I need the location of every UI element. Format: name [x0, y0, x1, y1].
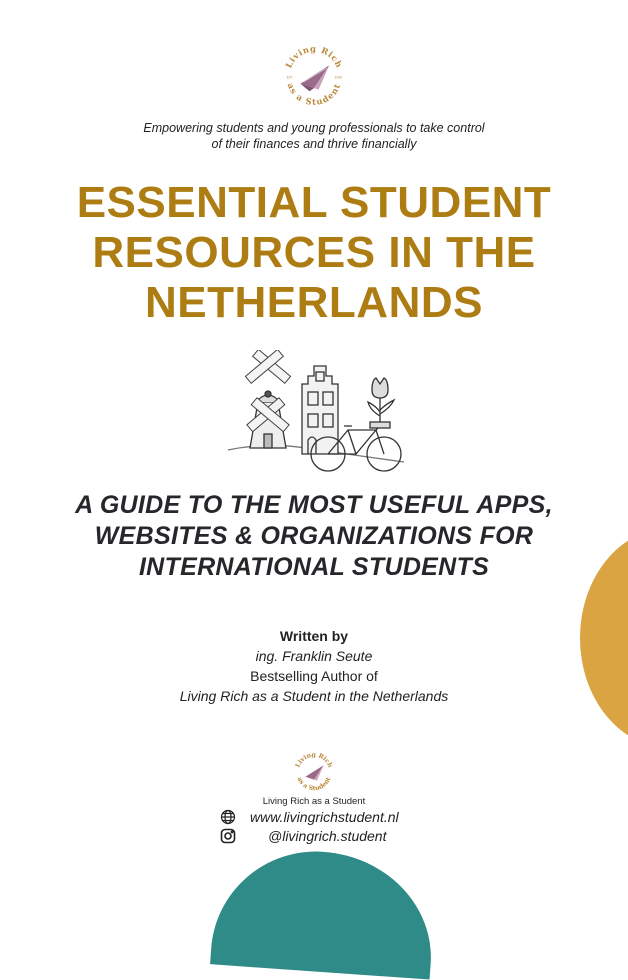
instagram-icon — [220, 828, 236, 844]
svg-text:2020: 2020 — [334, 75, 343, 80]
subtitle — [0, 490, 628, 583]
brand-name: Living Rich as a Student — [262, 796, 366, 807]
svg-text:Living Rich: Living Rich — [283, 43, 345, 70]
title-line-3: NETHERLANDS — [145, 278, 483, 327]
decorative-teal-shape — [210, 844, 438, 979]
paper-plane-banknote-icon — [300, 65, 329, 91]
author-name: ing. Franklin Seute — [255, 648, 373, 664]
instagram-row[interactable] — [220, 827, 387, 845]
svg-text:Living Rich: Living Rich — [294, 751, 334, 769]
book-title: Living Rich as a Student in the Netherlands — [179, 688, 449, 704]
author-role: Bestselling Author of — [250, 668, 378, 684]
title-line-2: RESOURCES IN THE — [92, 228, 536, 277]
brand-logo-small — [290, 748, 338, 796]
svg-text:EST.: EST. — [286, 75, 293, 80]
instagram-handle[interactable]: @livingrich.student — [268, 828, 387, 844]
globe-icon — [220, 809, 236, 825]
author-block — [0, 626, 628, 706]
tulip-icon — [368, 378, 394, 422]
tagline — [0, 120, 628, 152]
svg-text:as a Student: as a Student — [295, 776, 333, 793]
page-title — [0, 178, 628, 328]
tagline-line-2: of their finances and thrive financially — [211, 137, 417, 151]
written-by-label: Written by — [279, 628, 349, 644]
netherlands-illustration — [226, 350, 406, 478]
svg-text:as a Student: as a Student — [285, 81, 343, 108]
subtitle-line-1: A GUIDE TO THE MOST USEFUL APPS, — [75, 491, 553, 519]
tagline-line-1: Empowering students and young professionals to take control — [143, 121, 485, 135]
website-row[interactable] — [220, 808, 399, 826]
title-line-1: ESSENTIAL STUDENT — [76, 178, 552, 227]
website-link[interactable]: www.livingrichstudent.nl — [250, 809, 399, 825]
windmill-icon — [245, 350, 290, 448]
canal-house-icon — [302, 366, 338, 454]
subtitle-line-2: WEBSITES & ORGANIZATIONS FOR — [94, 522, 534, 550]
brand-logo — [276, 38, 352, 114]
subtitle-line-3: INTERNATIONAL STUDENTS — [138, 553, 490, 581]
